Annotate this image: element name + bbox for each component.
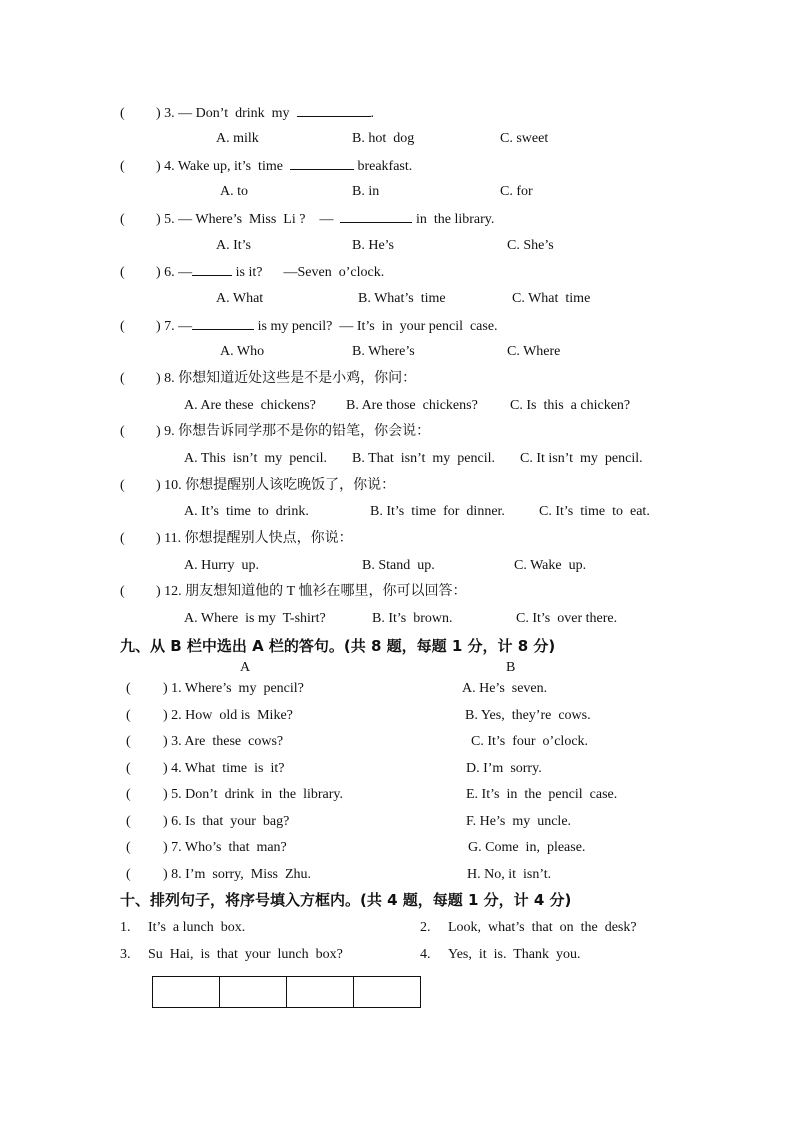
- answer-option: C. Is this a chicken?: [510, 398, 631, 413]
- question-text: 你想告诉同学那不是你的铅笔，你会说：: [178, 424, 431, 439]
- question-text-tail: is it? —Seven o’clock.: [235, 265, 385, 280]
- answer-paren-open: (: [120, 584, 125, 599]
- question-stem: [120, 210, 494, 229]
- question-text: 朋友想知道他的 T 恤衫在哪里，你可以回答：: [185, 584, 467, 599]
- answer-option: A. Where is my T-shirt?: [184, 611, 326, 626]
- answer-paren-open: (: [120, 106, 125, 121]
- question-stem: [120, 104, 374, 123]
- answer-option: A. It’s time to drink.: [184, 504, 309, 519]
- question-text: — Don’t drink my: [178, 106, 290, 121]
- answer-option: B. Are those chickens?: [346, 398, 478, 413]
- answer-option: C. sweet: [500, 131, 549, 146]
- answer-paren-open: (: [126, 708, 131, 723]
- answer-option: A. This isn’t my pencil.: [184, 451, 327, 466]
- question-text-tail: is my pencil? — It’s in your pencil case.: [257, 319, 498, 334]
- question-number: ) 8.: [156, 371, 175, 386]
- question-text: 你想提醒别人快点，你说：: [184, 531, 353, 546]
- answer-box[interactable]: [354, 977, 421, 1008]
- question-number: ) 11.: [156, 531, 182, 546]
- match-question-text: ) 5. Don’t drink in the library.: [163, 787, 344, 802]
- answer-option: C. It isn’t my pencil.: [520, 451, 643, 466]
- match-question-text: ) 2. How old is Mike?: [163, 708, 293, 723]
- question-number: ) 9.: [156, 424, 175, 439]
- match-answer: G. Come in, please.: [468, 840, 586, 855]
- match-answer: H. No, it isn’t.: [467, 867, 552, 882]
- column-a-header: A: [240, 660, 251, 675]
- match-question-text: ) 4. What time is it?: [163, 761, 285, 776]
- match-question: [126, 839, 287, 857]
- match-question-text: ) 6. Is that your bag?: [163, 814, 290, 829]
- match-question: [126, 866, 311, 884]
- match-question-text: ) 8. I’m sorry, Miss Zhu.: [163, 867, 312, 882]
- fill-blank[interactable]: [340, 210, 412, 223]
- match-question: [126, 707, 293, 725]
- answer-paren-open: (: [120, 265, 125, 280]
- answer-option: A. It’s: [216, 238, 251, 253]
- question-stem: [120, 477, 395, 495]
- answer-box[interactable]: [153, 977, 220, 1008]
- question-number: ) 6.: [156, 265, 175, 280]
- sentence-number: 3.: [120, 947, 131, 962]
- answer-option: C. Where: [507, 344, 561, 359]
- answer-paren-open: (: [126, 787, 131, 802]
- answer-option: B. Where’s: [352, 344, 415, 359]
- question-stem: [120, 423, 430, 441]
- match-answer: B. Yes, they’re cows.: [465, 708, 591, 723]
- question-text: Wake up, it’s time: [177, 159, 283, 174]
- question-number: ) 12.: [156, 584, 182, 599]
- answer-paren-open: (: [120, 424, 125, 439]
- answer-paren-open: (: [126, 734, 131, 749]
- fill-blank[interactable]: [192, 263, 232, 276]
- answer-paren-open: (: [120, 319, 125, 334]
- sentence-text: Yes, it is. Thank you.: [448, 947, 581, 962]
- answer-box[interactable]: [287, 977, 354, 1008]
- match-answer: E. It’s in the pencil case.: [466, 787, 618, 802]
- fill-blank[interactable]: [192, 317, 254, 330]
- section-9-title: 九、从 B 栏中选出 A 栏的答句。(共 8 题，每题 1 分，计 8 分): [120, 637, 556, 655]
- match-question: [126, 813, 289, 831]
- answer-paren-open: (: [126, 867, 131, 882]
- answer-paren-open: (: [126, 681, 131, 696]
- answer-option: A. Hurry up.: [184, 558, 260, 573]
- column-b-header: B: [506, 660, 516, 675]
- sentence-number: 4.: [420, 947, 431, 962]
- question-number: ) 3.: [156, 106, 175, 121]
- question-stem: [120, 583, 466, 601]
- answer-option: C. for: [500, 184, 533, 199]
- answer-paren-open: (: [120, 478, 125, 493]
- answer-box[interactable]: [220, 977, 287, 1008]
- match-question-text: ) 7. Who’s that man?: [163, 840, 287, 855]
- question-number: ) 4.: [156, 159, 175, 174]
- answer-option: B. He’s: [352, 238, 394, 253]
- question-text: — Where’s Miss Li ? —: [178, 212, 334, 227]
- answer-option: B. hot dog: [352, 131, 415, 146]
- answer-option: B. Stand up.: [362, 558, 435, 573]
- section-10-title: 十、排列句子，将序号填入方框内。(共 4 题，每题 1 分，计 4 分): [120, 891, 572, 909]
- match-question: [126, 680, 304, 698]
- question-stem: [120, 530, 353, 548]
- question-number: ) 10.: [156, 478, 182, 493]
- match-answer: C. It’s four o’clock.: [471, 734, 589, 749]
- question-text-tail: in the library.: [415, 212, 495, 227]
- sentence-item: [120, 919, 245, 937]
- answer-option: C. Wake up.: [514, 558, 587, 573]
- answer-option: B. It’s time for dinner.: [370, 504, 505, 519]
- sentence-text: Su Hai, is that your lunch box?: [148, 947, 343, 962]
- match-question-text: ) 3. Are these cows?: [163, 734, 284, 749]
- answer-option: B. That isn’t my pencil.: [352, 451, 495, 466]
- answer-option: C. It’s over there.: [516, 611, 618, 626]
- question-stem: [120, 370, 416, 388]
- sentence-text: Look, what’s that on the desk?: [448, 920, 637, 935]
- answer-paren-open: (: [120, 531, 125, 546]
- sentence-item: [120, 946, 343, 964]
- match-question: [126, 760, 284, 778]
- question-number: ) 7.: [156, 319, 175, 334]
- match-question: [126, 786, 343, 804]
- answer-option: C. She’s: [507, 238, 554, 253]
- answer-option: A. milk: [216, 131, 259, 146]
- question-stem: [120, 263, 384, 282]
- question-text-tail: .: [370, 106, 375, 121]
- question-text: —: [178, 319, 193, 334]
- fill-blank[interactable]: [297, 104, 371, 117]
- sentence-number: 1.: [120, 920, 131, 935]
- answer-paren-open: (: [120, 371, 125, 386]
- answer-option: A. Who: [220, 344, 265, 359]
- sentence-item: [420, 946, 581, 964]
- match-answer: F. He’s my uncle.: [466, 814, 572, 829]
- answer-option: A. to: [220, 184, 248, 199]
- match-answer: A. He’s seven.: [462, 681, 548, 696]
- sentence-text: It’s a lunch box.: [148, 920, 246, 935]
- answer-paren-open: (: [120, 159, 125, 174]
- answer-paren-open: (: [126, 761, 131, 776]
- question-stem: [120, 317, 498, 336]
- answer-box-row: [152, 976, 421, 1008]
- match-answer: D. I’m sorry.: [466, 761, 542, 776]
- answer-paren-open: (: [126, 814, 131, 829]
- answer-option: A. What: [216, 291, 264, 306]
- answer-option: B. What’s time: [358, 291, 446, 306]
- answer-option: A. Are these chickens?: [184, 398, 316, 413]
- question-number: ) 5.: [156, 212, 175, 227]
- sentence-number: 2.: [420, 920, 431, 935]
- question-text: 你想知道近处这些是不是小鸡，你问：: [178, 371, 417, 386]
- question-text-tail: breakfast.: [357, 159, 413, 174]
- question-text: 你想提醒别人该吃晚饭了，你说：: [185, 478, 396, 493]
- match-question: [126, 733, 283, 751]
- question-stem: [120, 157, 412, 176]
- question-text: —: [178, 265, 193, 280]
- match-question-text: ) 1. Where’s my pencil?: [163, 681, 304, 696]
- answer-option: C. What time: [512, 291, 591, 306]
- answer-option: C. It’s time to eat.: [539, 504, 650, 519]
- answer-paren-open: (: [120, 212, 125, 227]
- answer-paren-open: (: [126, 840, 131, 855]
- fill-blank[interactable]: [290, 157, 354, 170]
- answer-option: B. in: [352, 184, 380, 199]
- answer-option: B. It’s brown.: [372, 611, 453, 626]
- sentence-item: [420, 919, 637, 937]
